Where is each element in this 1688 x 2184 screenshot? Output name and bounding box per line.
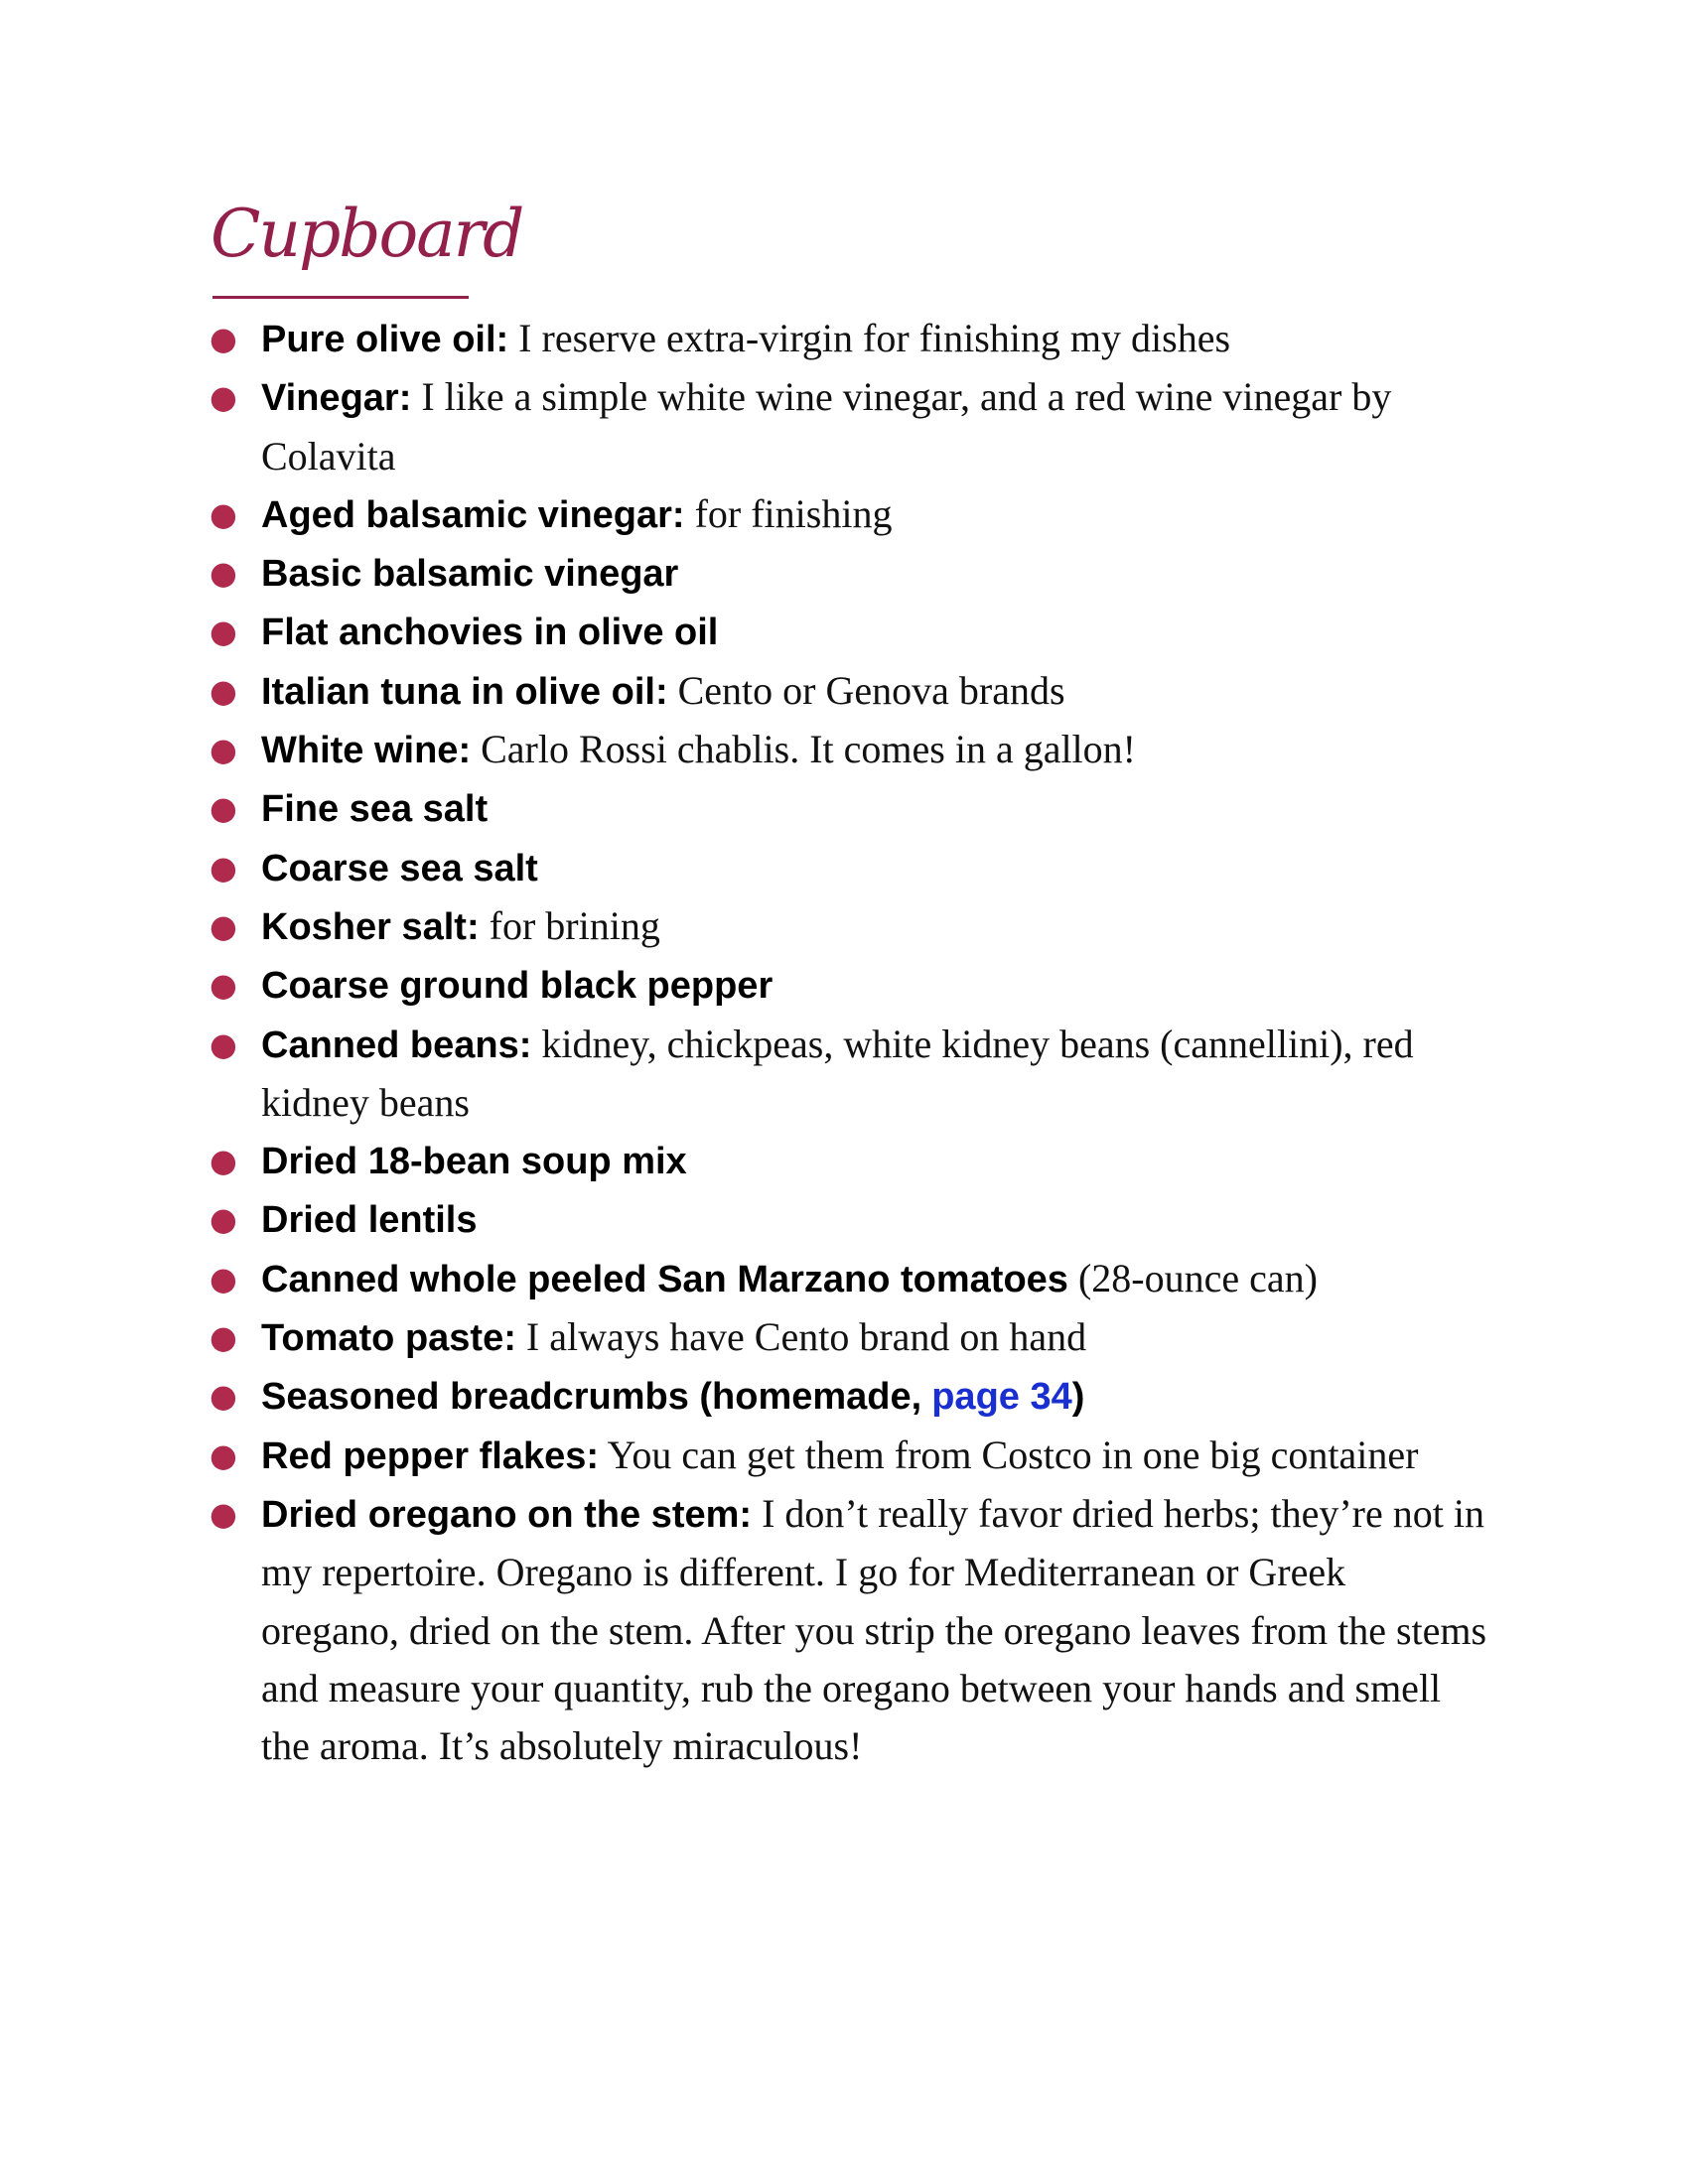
list-item [0, 1427, 1492, 1485]
bullet-icon: ● [210, 906, 237, 945]
bullet-icon: ● [210, 613, 237, 651]
item-term: Aged balsamic vinegar: [261, 493, 685, 536]
item-term: Dried lentils [261, 1199, 478, 1242]
bullet-icon: ● [210, 1494, 237, 1533]
bullet-icon: ● [210, 1435, 237, 1474]
item-term: Flat anchovies in olive oil [261, 612, 719, 654]
list-item [0, 1367, 1492, 1426]
bullet-icon: ● [210, 1318, 237, 1357]
list-item [0, 1132, 1492, 1190]
bullet-icon: ● [210, 848, 237, 887]
list-item [0, 1485, 1492, 1775]
item-term: Vinegar: [261, 377, 412, 420]
item-term-closing: ) [1071, 1376, 1085, 1419]
item-description: I don’t really favor dried herbs; they’re not in my repertoire. Oregano is different. I go for Mediterranean or Greek oregano, dried on the stem. After you strip the oregano leaves from the stems and measure your quantity, rub the oregano between your hands and smell the aroma. It’s absolutely miraculous! [261, 1490, 1487, 1769]
list-item [0, 662, 1492, 721]
item-term: Red pepper flakes: [261, 1434, 599, 1477]
item-description: Cento or Genova brands [677, 667, 1065, 713]
list-item [0, 1250, 1492, 1308]
item-term: Canned whole peeled San Marzano tomatoes [261, 1258, 1068, 1300]
bullet-icon: ● [210, 1259, 237, 1297]
ingredient-list [0, 310, 1688, 1775]
list-item [0, 956, 1492, 1015]
list-item [0, 779, 1492, 838]
item-term: Coarse ground black pepper [261, 965, 774, 1008]
bullet-icon: ● [210, 1200, 237, 1239]
item-term: Pure olive oil: [261, 319, 509, 360]
bullet-icon: ● [210, 378, 237, 417]
item-description: Carlo Rossi chablis. It comes in a gallon! [481, 727, 1136, 772]
bullet-icon: ● [210, 789, 237, 828]
item-description: for brining [489, 902, 660, 948]
list-item [0, 310, 1492, 368]
item-term: Italian tuna in olive oil: [261, 670, 668, 713]
list-item [0, 368, 1492, 485]
item-term: Basic balsamic vinegar [261, 553, 679, 596]
item-term: Seasoned breadcrumbs (homemade, [261, 1376, 922, 1419]
bullet-icon: ● [210, 1142, 237, 1180]
list-item [0, 897, 1492, 956]
bullet-icon: ● [210, 320, 237, 357]
item-term: Canned beans: [261, 1024, 532, 1066]
item-term: Dried oregano on the stem: [261, 1493, 753, 1536]
page-link[interactable]: page 34 [931, 1376, 1072, 1419]
item-description: (28-ounce can) [1077, 1255, 1318, 1300]
item-description: kidney, chickpeas, white kidney beans (cannellini), red kidney beans [261, 1021, 1414, 1125]
bullet-icon: ● [210, 1377, 237, 1416]
item-term: Dried 18-bean soup mix [261, 1141, 687, 1183]
item-term: White wine: [261, 730, 472, 772]
item-description: You can get them from Costco in one big container [607, 1432, 1419, 1477]
item-term: Tomato paste: [261, 1317, 516, 1360]
list-item [0, 839, 1492, 897]
list-item [0, 544, 1492, 603]
list-item [0, 603, 1492, 661]
item-description: I reserve extra-virgin for finishing my dishes [518, 316, 1231, 360]
title-underline [212, 296, 469, 299]
bullet-icon: ● [210, 966, 237, 1005]
item-description: I always have Cento brand on hand [525, 1314, 1087, 1360]
bullet-icon: ● [210, 554, 237, 593]
list-item [0, 721, 1492, 779]
list-item [0, 1190, 1492, 1249]
item-term: Coarse sea salt [261, 847, 538, 889]
bullet-icon: ● [210, 671, 237, 710]
bullet-icon: ● [210, 731, 237, 769]
item-term: Fine sea salt [261, 788, 489, 831]
section-title: Cupboard [211, 196, 523, 272]
list-item [0, 1308, 1492, 1367]
item-term: Kosher salt: [261, 905, 480, 948]
item-description: for finishing [694, 490, 893, 536]
item-description: I like a simple white wine vinegar, and a red wine vinegar by Colavita [261, 374, 1392, 478]
list-item [0, 485, 1492, 544]
bullet-icon: ● [210, 494, 237, 533]
bullet-icon: ● [210, 1024, 237, 1063]
list-item [0, 1016, 1492, 1133]
